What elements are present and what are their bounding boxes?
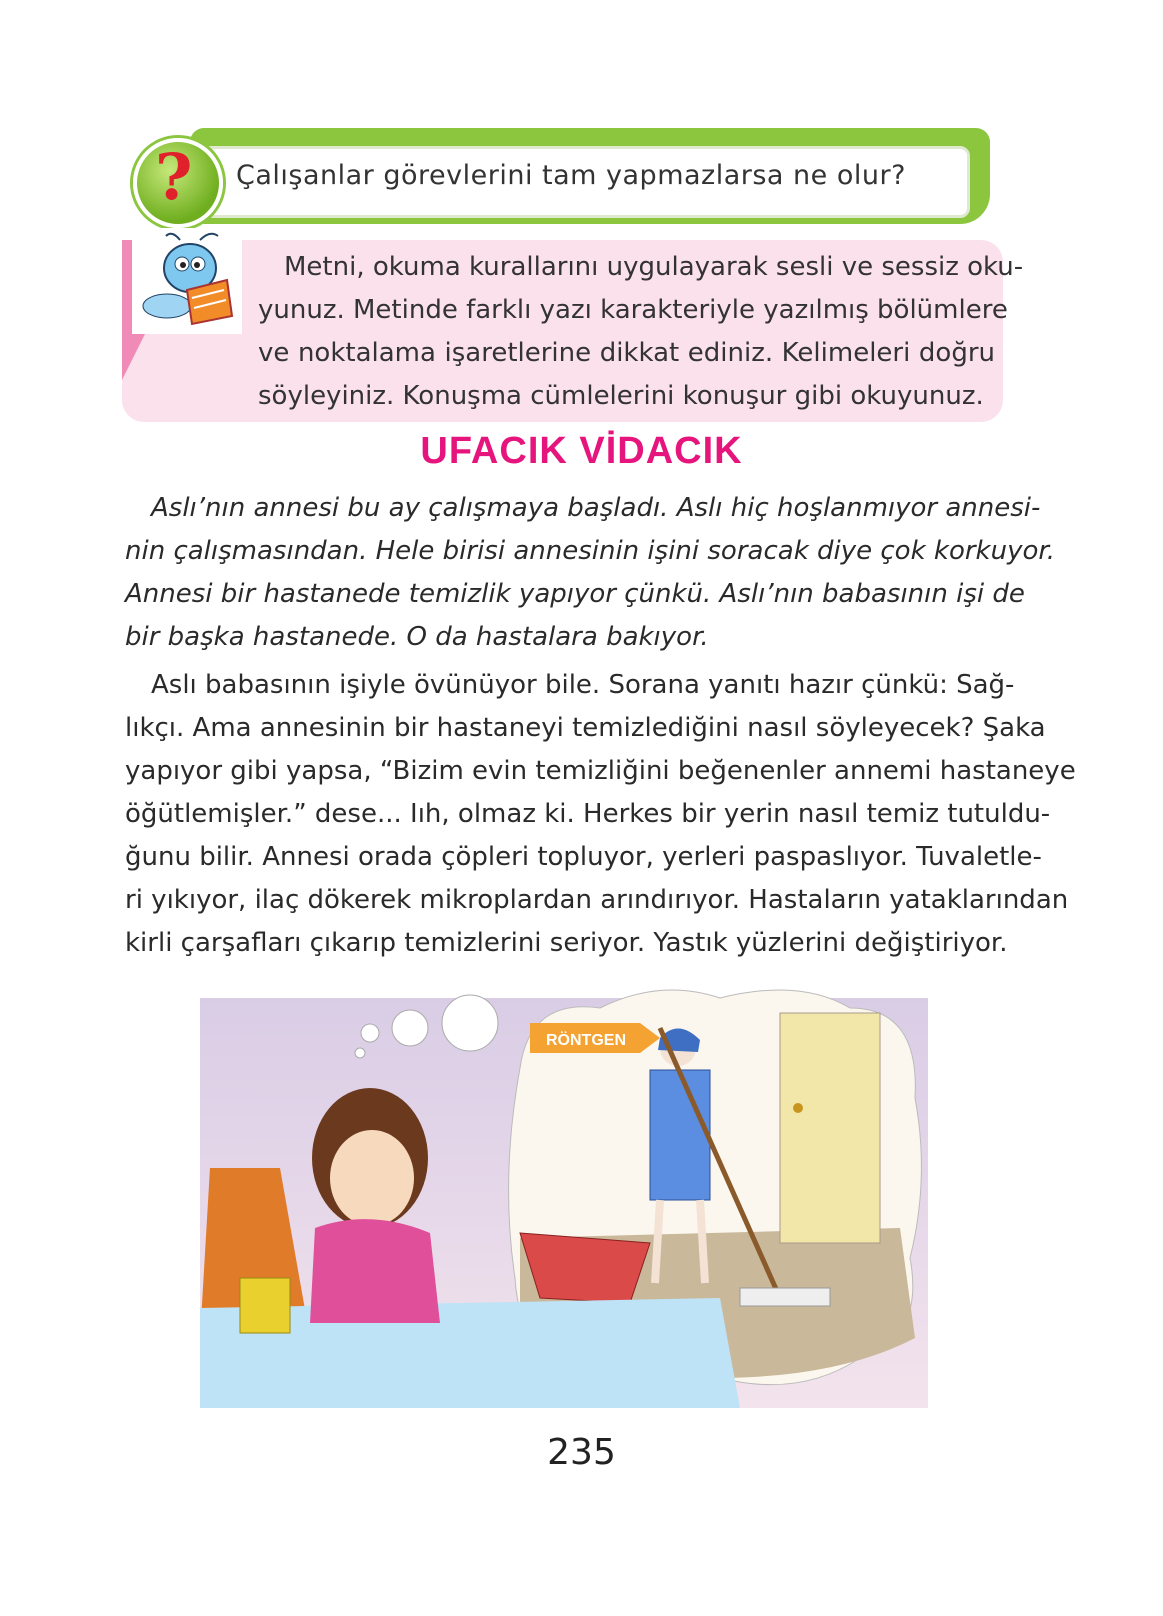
story-title: UFACIK VİDACIK xyxy=(420,430,743,472)
instruction-line: Metni, okuma kurallarını uygulayarak sesli ve sessiz oku- xyxy=(284,252,1024,282)
story-line: Aslı’nın annesi bu ay çalışmaya başladı. Aslı hiç hoşlanmıyor annesi- xyxy=(151,493,1041,523)
story-line: Aslı babasının işiyle övünüyor bile. Sorana yanıtı hazır çünkü: Sağ- xyxy=(151,670,1015,700)
instruction-line: söyleyiniz. Konuşma cümlelerini konuşur gibi okuyunuz. xyxy=(258,381,984,411)
reading-bug-icon xyxy=(132,228,242,334)
rontgen-sign: RÖNTGEN xyxy=(546,1032,626,1049)
story-line: lıkçı. Ama annesinin bir hastaneyi temizlediğini nasıl söyleyecek? Şaka xyxy=(125,713,1046,743)
story-paragraph-2 xyxy=(125,664,1076,965)
question-text: Çalışanlar görevlerini tam yapmazlarsa ne olur? xyxy=(236,160,906,191)
instruction-text xyxy=(258,246,1024,418)
page-number: 235 xyxy=(547,1432,616,1473)
story-line: ğunu bilir. Annesi orada çöpleri topluyor, yerleri paspaslıyor. Tuvaletle- xyxy=(125,842,1042,872)
story-line: yapıyor gibi yapsa, “Bizim evin temizliğini beğenenler annemi hastaneye xyxy=(125,756,1076,786)
story-illustration xyxy=(200,978,928,1414)
instruction-line: yunuz. Metinde farklı yazı karakteriyle yazılmış bölümlere xyxy=(258,295,1008,325)
instruction-line: ve noktalama işaretlerine dikkat ediniz. Kelimeleri doğru xyxy=(258,338,995,368)
story-line: kirli çarşafları çıkarıp temizlerini seriyor. Yastık yüzlerini değiştiriyor. xyxy=(125,928,1008,958)
story-paragraph-1 xyxy=(125,487,1055,659)
story-line: bir başka hastanede. O da hastalara bakıyor. xyxy=(125,622,709,652)
story-line: nin çalışmasından. Hele birisi annesinin işini soracak diye çok korkuyor. xyxy=(125,536,1055,566)
question-mark-glyph: ? xyxy=(155,140,193,215)
story-line: ri yıkıyor, ilaç dökerek mikroplardan arındırıyor. Hastaların yataklarından xyxy=(125,885,1069,915)
story-line: Annesi bir hastanede temizlik yapıyor çünkü. Aslı’nın babasının işi de xyxy=(125,579,1025,609)
story-line: öğütlemişler.” dese... Iıh, olmaz ki. Herkes bir yerin nasıl temiz tutuldu- xyxy=(125,799,1051,829)
